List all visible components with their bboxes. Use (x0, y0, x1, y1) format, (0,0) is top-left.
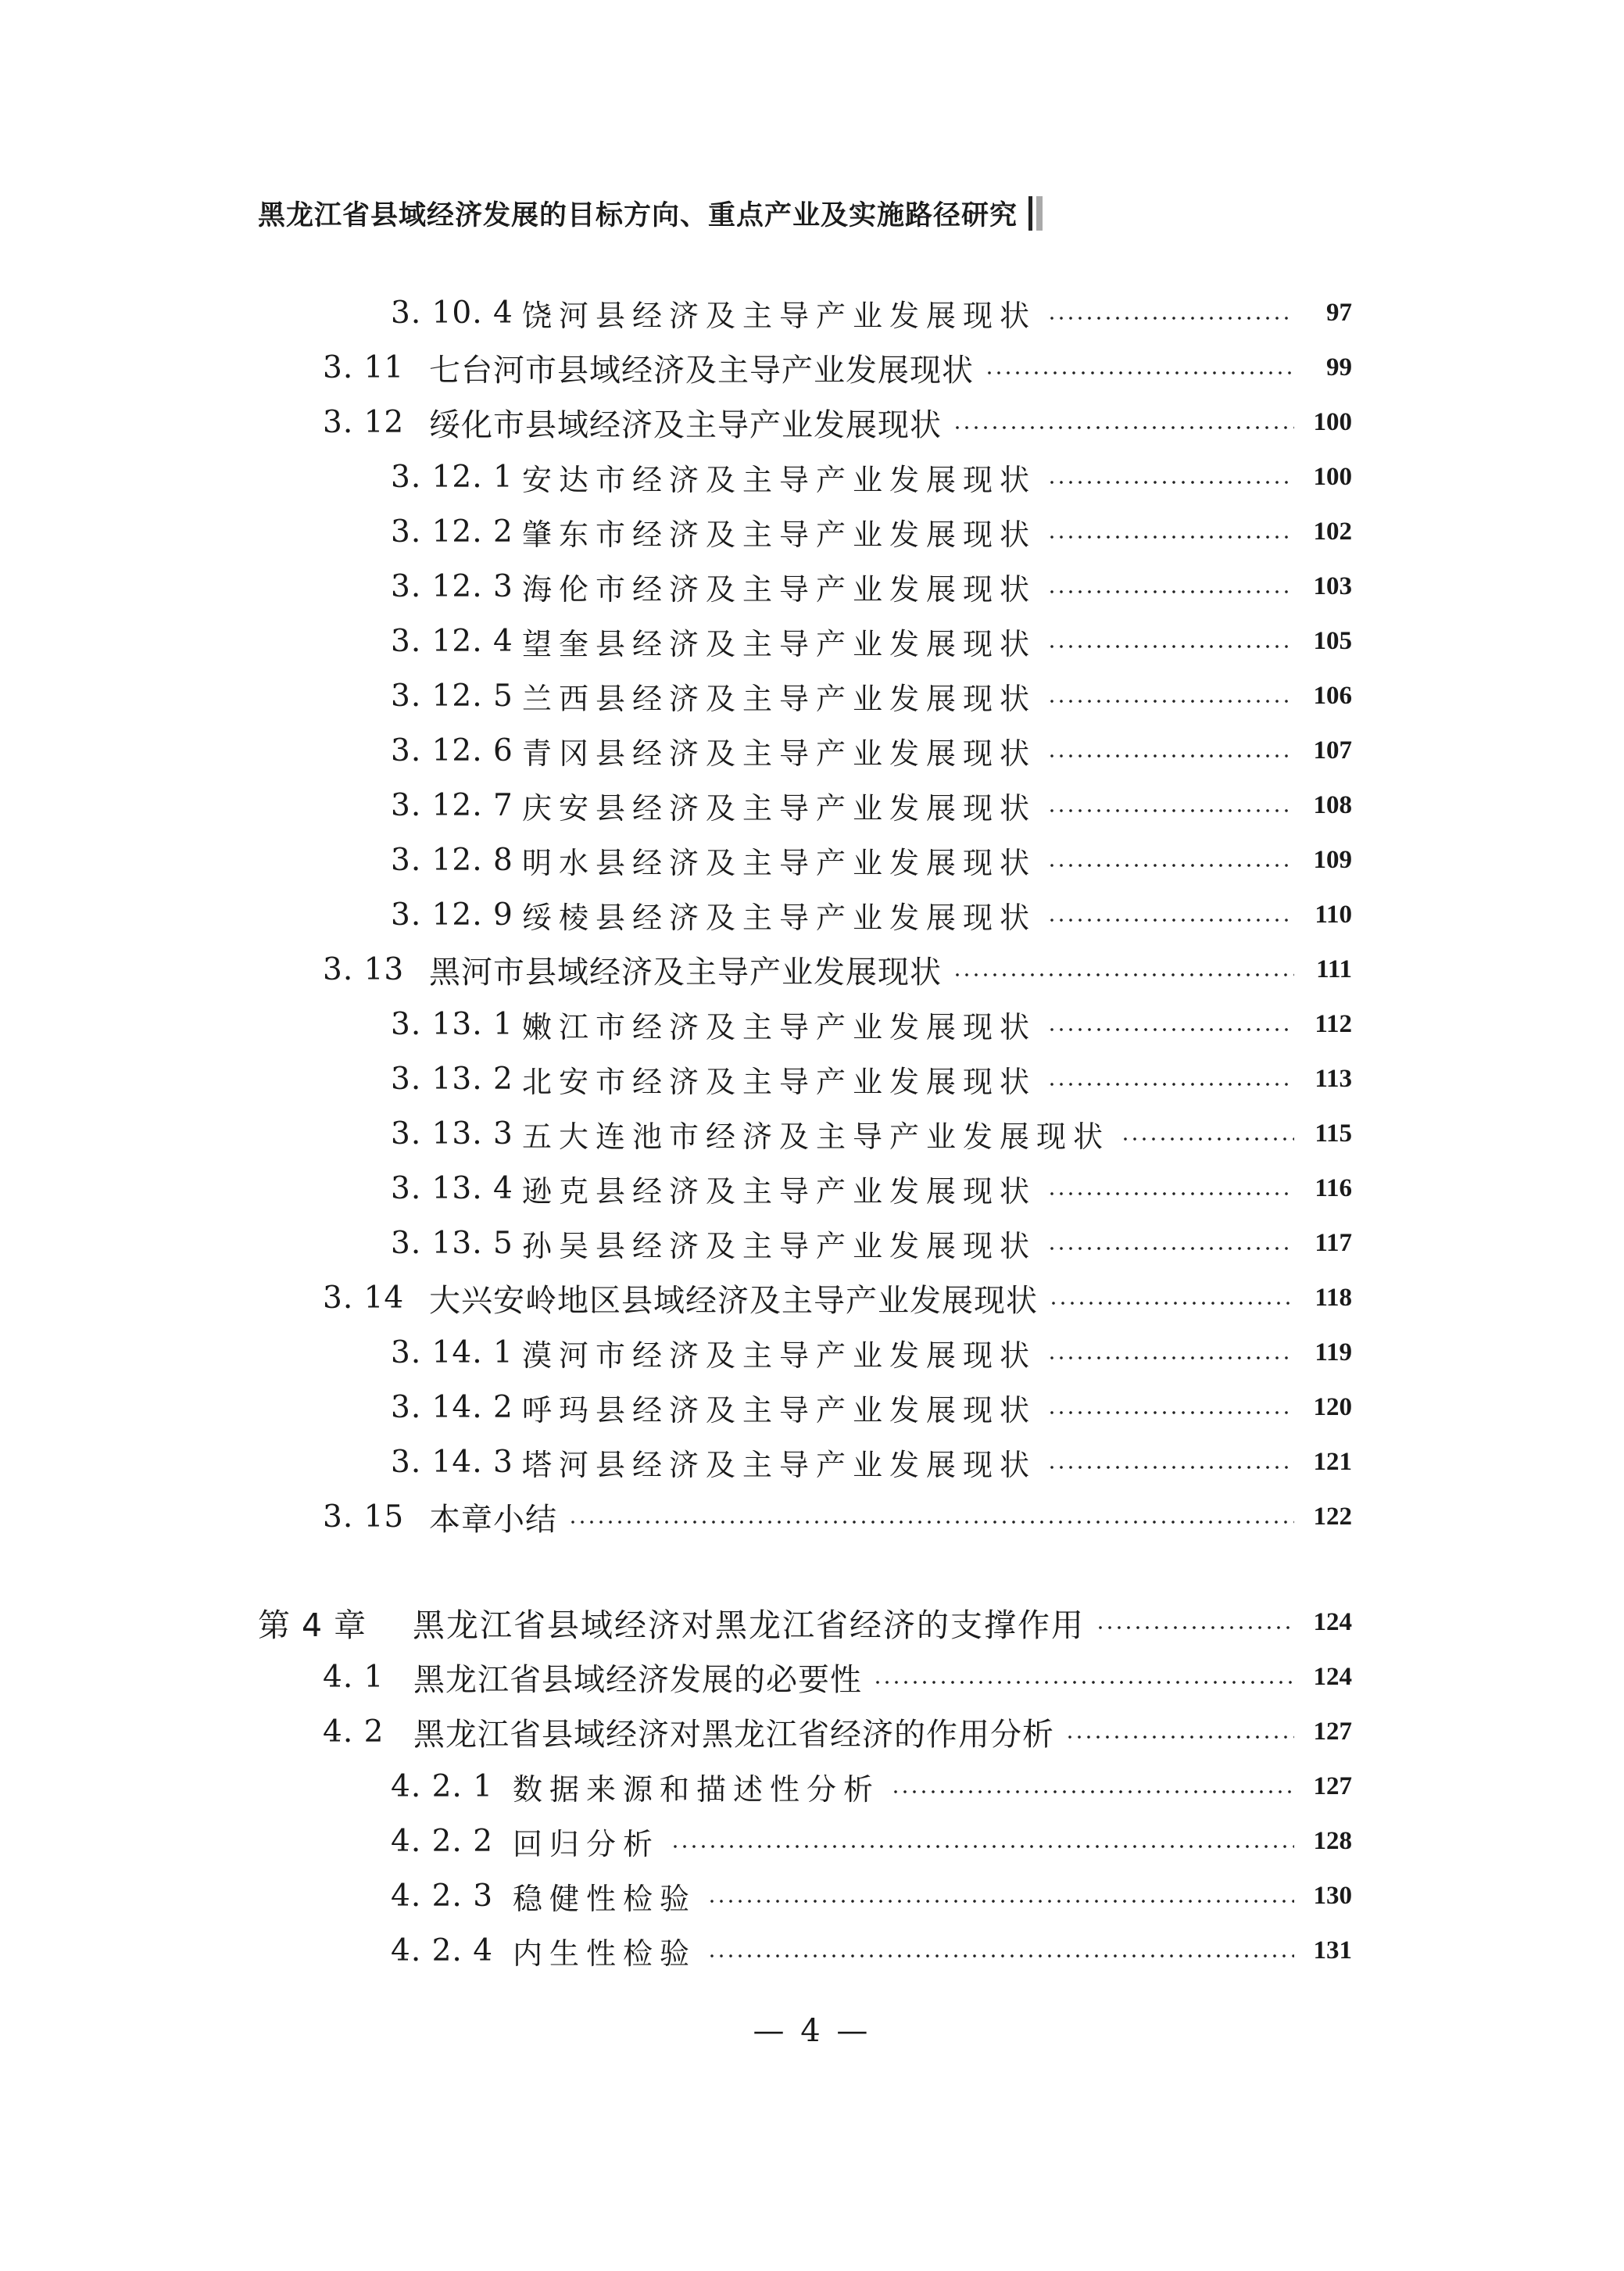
toc-page: 121 (1313, 1447, 1352, 1476)
dot-leader (1047, 317, 1294, 320)
toc-number: 3. 10. 4 (391, 295, 513, 331)
toc-page: 124 (1313, 1662, 1352, 1691)
toc-page: 107 (1313, 736, 1352, 765)
toc-title: 本章小结 (429, 1501, 557, 1538)
dot-leader (1047, 919, 1294, 922)
dot-leader (891, 1790, 1294, 1793)
dot-leader (1065, 1735, 1294, 1739)
dot-leader (953, 426, 1294, 429)
toc-title: 内生性检验 (513, 1936, 697, 1971)
toc-page: 102 (1313, 517, 1352, 546)
dot-leader (1121, 1137, 1294, 1141)
toc-title: 绥化市县域经济及主导产业发展现状 (429, 407, 942, 443)
toc-number: 4. 2. 1 (391, 1768, 494, 1804)
dot-leader (568, 1521, 1294, 1524)
toc-number: 3. 14. 2 (391, 1389, 513, 1425)
toc-entry[interactable] (391, 1814, 1352, 1868)
toc-number: 3. 15 (323, 1499, 405, 1535)
toc-title: 海伦市经济及主导产业发展现状 (522, 571, 1037, 607)
toc-page: 130 (1313, 1881, 1352, 1910)
dot-leader (1047, 1192, 1294, 1195)
toc-entry[interactable] (323, 1489, 1352, 1544)
toc-number: 3. 13. 3 (391, 1116, 513, 1152)
toc-number: 3. 12. 7 (391, 787, 513, 823)
toc-entry[interactable] (323, 1704, 1352, 1759)
toc-entry[interactable] (391, 1161, 1352, 1216)
toc-number: 3. 12. 3 (391, 568, 513, 604)
dot-leader (1047, 1356, 1294, 1359)
toc-entry[interactable] (391, 1051, 1352, 1106)
dot-leader (873, 1681, 1294, 1684)
toc-number: 3. 13. 1 (391, 1006, 513, 1042)
header-bar-gray (1036, 196, 1043, 231)
toc-title: 望奎县经济及主导产业发展现状 (522, 626, 1037, 661)
toc-title: 五大连池市经济及主导产业发展现状 (522, 1119, 1111, 1154)
dot-leader (1047, 1083, 1294, 1086)
toc-title: 嫩江市经济及主导产业发展现状 (522, 1009, 1037, 1044)
toc-number: 4. 2. 2 (391, 1823, 494, 1859)
toc-number: 3. 14. 3 (391, 1444, 513, 1480)
toc-title: 安达市经济及主导产业发展现状 (522, 462, 1037, 497)
toc-page: 103 (1313, 571, 1352, 600)
dot-leader (1047, 864, 1294, 867)
toc-page: 124 (1313, 1607, 1352, 1636)
toc-title: 大兴安岭地区县域经济及主导产业发展现状 (429, 1282, 1038, 1319)
toc-entry[interactable] (323, 1650, 1352, 1704)
toc-page: 110 (1315, 900, 1352, 929)
toc-entry[interactable] (391, 614, 1352, 668)
toc-title: 数据来源和描述性分析 (513, 1771, 881, 1807)
header-bar-decoration (1028, 196, 1043, 231)
toc-entry[interactable] (391, 1106, 1352, 1161)
dot-leader (1049, 1302, 1294, 1305)
dot-leader (1047, 754, 1294, 758)
toc-entry[interactable] (391, 559, 1352, 614)
toc-title: 漠河市经济及主导产业发展现状 (522, 1338, 1037, 1373)
dot-leader (1047, 645, 1294, 648)
toc-entry[interactable] (391, 1216, 1352, 1270)
dot-leader (985, 371, 1294, 374)
toc-page: 113 (1315, 1064, 1352, 1093)
toc-number: 3. 13 (323, 951, 405, 987)
toc-entry[interactable] (323, 942, 1352, 997)
toc-number: 3. 12. 9 (391, 897, 513, 933)
toc-title: 回归分析 (513, 1826, 660, 1861)
dot-leader (1047, 809, 1294, 812)
dot-leader (1047, 1411, 1294, 1414)
toc-title: 塔河县经济及主导产业发展现状 (522, 1447, 1037, 1482)
dot-leader (1096, 1626, 1294, 1629)
dot-leader (953, 973, 1294, 976)
toc-page: 117 (1315, 1228, 1352, 1257)
toc-page: 111 (1316, 955, 1352, 983)
toc-entry[interactable] (391, 887, 1352, 942)
dot-leader (1047, 1028, 1294, 1031)
toc-entry[interactable] (391, 1325, 1352, 1380)
toc-page: 131 (1313, 1936, 1352, 1965)
toc-entry[interactable] (391, 833, 1352, 887)
toc-number: 3. 13. 2 (391, 1061, 513, 1097)
toc-page: 128 (1313, 1826, 1352, 1855)
running-header (258, 194, 1043, 233)
toc-entry[interactable] (391, 450, 1352, 504)
toc-page: 97 (1326, 298, 1352, 327)
header-bar-dark (1028, 196, 1032, 231)
toc-page: 118 (1315, 1283, 1352, 1312)
toc-page: 100 (1313, 462, 1352, 491)
toc-number: 3. 14. 1 (391, 1334, 513, 1370)
dot-leader (1047, 536, 1294, 539)
toc-title: 黑龙江省县域经济对黑龙江省经济的支撑作用 (413, 1606, 1085, 1644)
toc-page: 106 (1313, 681, 1352, 710)
toc-entry[interactable] (391, 668, 1352, 723)
toc-page: 109 (1313, 845, 1352, 874)
toc-title: 孙吴县经济及主导产业发展现状 (522, 1228, 1037, 1263)
toc-page: 100 (1313, 407, 1352, 436)
toc-page: 112 (1315, 1009, 1352, 1038)
toc-chapter-entry[interactable] (258, 1595, 1352, 1650)
toc-page: 99 (1326, 353, 1352, 381)
toc-entry[interactable] (391, 723, 1352, 778)
dot-leader (671, 1845, 1294, 1848)
toc-number: 3. 12. 8 (391, 842, 513, 878)
toc-entry[interactable] (391, 1380, 1352, 1435)
toc-title: 青冈县经济及主导产业发展现状 (522, 736, 1037, 771)
toc-title: 黑河市县域经济及主导产业发展现状 (429, 954, 942, 990)
toc-entry[interactable] (391, 778, 1352, 833)
toc-page: 120 (1313, 1392, 1352, 1421)
dot-leader (1047, 590, 1294, 593)
toc-entry[interactable] (323, 395, 1352, 450)
dot-leader (707, 1954, 1294, 1958)
toc-number: 4. 2. 3 (391, 1878, 494, 1914)
toc-number: 3. 13. 4 (391, 1170, 513, 1206)
toc-page: 105 (1313, 626, 1352, 655)
toc-title: 饶河县经济及主导产业发展现状 (522, 298, 1037, 333)
toc-number: 4. 2 (323, 1714, 385, 1750)
toc-title: 黑龙江省县域经济对黑龙江省经济的作用分析 (413, 1716, 1054, 1753)
toc-title: 黑龙江省县域经济发展的必要性 (413, 1661, 862, 1698)
toc-number: 3. 12. 1 (391, 459, 513, 495)
toc-title: 绥棱县经济及主导产业发展现状 (522, 900, 1037, 935)
toc-entry[interactable] (391, 997, 1352, 1051)
toc-number: 3. 11 (323, 349, 405, 385)
toc-number: 3. 12. 6 (391, 733, 513, 768)
dot-leader (1047, 1247, 1294, 1250)
toc-page: 122 (1313, 1502, 1352, 1531)
toc-title: 呼玛县经济及主导产业发展现状 (522, 1392, 1037, 1427)
toc-entry[interactable] (391, 1759, 1352, 1814)
toc-number: 3. 13. 5 (391, 1225, 513, 1261)
page-number: — 4 — (753, 2013, 871, 2049)
toc-number: 3. 12. 4 (391, 623, 513, 659)
dot-leader (707, 1900, 1294, 1903)
toc-entry[interactable] (391, 285, 1352, 340)
toc-entry[interactable] (391, 1923, 1352, 1978)
dot-leader (1047, 700, 1294, 703)
toc-entry[interactable] (323, 1270, 1352, 1325)
toc-entry[interactable] (391, 1868, 1352, 1923)
toc-title: 兰西县经济及主导产业发展现状 (522, 681, 1037, 716)
dot-leader (1047, 481, 1294, 484)
toc-number: 3. 12 (323, 404, 405, 440)
toc-title: 北安市经济及主导产业发展现状 (522, 1064, 1037, 1099)
toc-page: 116 (1315, 1173, 1352, 1202)
book-title: 黑龙江省县域经济发展的目标方向、重点产业及实施路径研究 (258, 200, 1018, 231)
toc-title: 稳健性检验 (513, 1881, 697, 1916)
toc-number: 3. 12. 5 (391, 678, 513, 714)
toc-entry[interactable] (323, 340, 1352, 395)
dot-leader (1047, 1466, 1294, 1469)
toc-number: 3. 12. 2 (391, 514, 513, 550)
toc-title: 七台河市县域经济及主导产业发展现状 (429, 352, 974, 389)
toc-title: 明水县经济及主导产业发展现状 (522, 845, 1037, 880)
toc-page: 127 (1313, 1717, 1352, 1746)
toc-page: 115 (1315, 1119, 1352, 1148)
toc-page: 119 (1315, 1338, 1352, 1367)
toc-number: 4. 1 (323, 1659, 385, 1695)
toc-chapter-number: 第 4 章 (258, 1606, 367, 1644)
toc-page: 127 (1313, 1771, 1352, 1800)
toc-page: 108 (1313, 790, 1352, 819)
toc-entry[interactable] (391, 1435, 1352, 1489)
toc-title: 庆安县经济及主导产业发展现状 (522, 790, 1037, 826)
toc-number: 4. 2. 4 (391, 1932, 494, 1968)
toc-title: 逊克县经济及主导产业发展现状 (522, 1173, 1037, 1209)
toc-entry[interactable] (391, 504, 1352, 559)
toc-title: 肇东市经济及主导产业发展现状 (522, 517, 1037, 552)
toc-number: 3. 14 (323, 1280, 405, 1316)
